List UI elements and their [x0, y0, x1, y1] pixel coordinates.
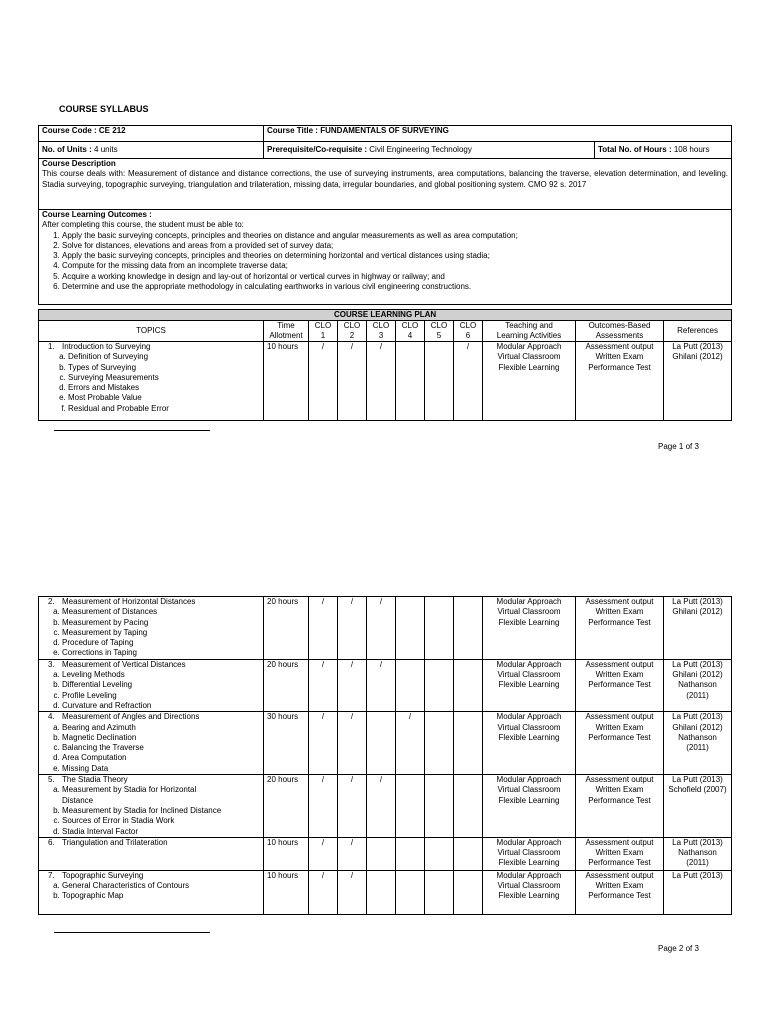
course-info-table [38, 125, 732, 305]
clo-empty [396, 837, 425, 870]
clo-check-mark: / [367, 597, 396, 660]
col-topics: TOPICS [39, 321, 264, 342]
col-clo-3: CLO 3 [367, 321, 396, 342]
topic-cell: 3. Measurement of Vertical Distances a. Leveling Methods b. Differential Leveling c. Profile Leveling d. Curvature and Refraction [39, 659, 264, 711]
oba-cell: Assessment output Written Exam Performance Test [576, 342, 664, 421]
outcome-item: 1. Apply the basic surveying concepts, principles and theories on distance and angular measurements as well as area computation; [62, 231, 728, 241]
subtopic: c. Balancing the Traverse [62, 743, 260, 753]
description-cell [39, 159, 732, 210]
subtopic: c. Surveying Measurements [68, 373, 260, 383]
signature-line [54, 932, 210, 933]
clo-check-mark: / [338, 712, 367, 775]
refs-cell: La Putt (2013) Ghilani (2012) Nathanson (2011) [664, 659, 732, 711]
table-row [39, 712, 732, 775]
col-clo-2: CLO 2 [338, 321, 367, 342]
tla-cell: Modular Approach Virtual Classroom Flexible Learning [483, 712, 576, 775]
clo-empty [367, 712, 396, 775]
topic-cell: 4. Measurement of Angles and Directions a. Bearing and Azimuth b. Magnetic Declination c. Balancing the Traverse d. Area Computation e. Missing Data [39, 712, 264, 775]
clo-empty [396, 775, 425, 838]
time-cell: 10 hours [264, 837, 309, 870]
subtopic: b. Magnetic Declination [62, 733, 260, 743]
course-code-cell: Course Code : CE 212 [39, 126, 264, 142]
clo-check-mark: / [309, 837, 338, 870]
subtopic: c. Profile Leveling [62, 691, 260, 701]
course-title-cell: Course Title : FUNDAMENTALS OF SURVEYING [264, 126, 732, 142]
tla-cell: Modular Approach Virtual Classroom Flexible Learning [483, 837, 576, 870]
topic-cell: 6. Triangulation and Trilateration [39, 837, 264, 870]
subtopic: d. Procedure of Taping [62, 638, 260, 648]
col-refs: References [664, 321, 732, 342]
clo-check-mark: / [454, 342, 483, 421]
topic-cell: 5. The Stadia Theory a. Measurement by Stadia for Horizontal Distance b. Measurement by Stadia for Inclined Distance c. Sources of Error in Stadia Work d. Stadia Interval Factor [39, 775, 264, 838]
clo-check-mark: / [396, 712, 425, 775]
table-row [39, 837, 732, 870]
clo-check-mark: / [309, 775, 338, 838]
outcome-item: 4. Compute for the missing data from an incomplete traverse data; [62, 261, 728, 271]
col-clo-6: CLO 6 [454, 321, 483, 342]
page-number: Page 2 of 3 [658, 944, 699, 953]
clo-empty [367, 837, 396, 870]
subtopic: a. General Characteristics of Contours [62, 881, 260, 891]
clo-check-mark: / [338, 837, 367, 870]
table-row [39, 659, 732, 711]
outcome-item: 3. Apply the basic surveying concepts, principles and theories on determining horizontal and vertical distances using stadia; [62, 251, 728, 261]
subtopic: b. Measurement by Stadia for Inclined Distance [62, 806, 260, 816]
subtopic: d. Errors and Mistakes [68, 383, 260, 393]
subtopic: b. Types of Surveying [68, 363, 260, 373]
clo-check-mark: / [309, 659, 338, 711]
clo-empty [454, 775, 483, 838]
clo-check-mark: / [309, 870, 338, 914]
clo-empty [425, 712, 454, 775]
clo-check-mark: / [367, 775, 396, 838]
subtopic: e. Corrections in Taping [62, 648, 260, 658]
time-cell: 10 hours [264, 342, 309, 421]
subtopic: a. Measurement of Distances [62, 607, 260, 617]
subtopic: b. Topographic Map [62, 891, 260, 901]
clo-check-mark: / [367, 342, 396, 421]
subtopic: d. Curvature and Refraction [62, 701, 260, 711]
clo-empty [396, 597, 425, 660]
subtopic: e. Most Probable Value [68, 393, 260, 403]
units-cell: No. of Units : 4 units [39, 142, 264, 159]
description-text: This course deals with: Measurement of distance and distance corrections, the use of surveying instruments, area computations, balancing the traverse, elevation determination, and leveling. Stadia surveying, topographic surveying, triangulation and trilateration, missing data, irregular boundaries, and global positioning system. CMO 92 s. 2017 [42, 169, 729, 189]
clo-empty [367, 870, 396, 914]
clo-empty [425, 659, 454, 711]
clo-empty [425, 597, 454, 660]
refs-cell: La Putt (2013) Ghilani (2012) Nathanson (2011) [664, 712, 732, 775]
col-tla: Teaching and Learning Activities [483, 321, 576, 342]
clo-empty [425, 342, 454, 421]
refs-cell: La Putt (2013) Ghilani (2012) [664, 342, 732, 421]
clo-empty [454, 712, 483, 775]
clo-check-mark: / [338, 597, 367, 660]
time-cell: 10 hours [264, 870, 309, 914]
learning-plan-table-p1 [38, 309, 732, 421]
clo-check-mark: / [338, 775, 367, 838]
refs-cell: La Putt (2013) Schofield (2007) [664, 775, 732, 838]
tla-cell: Modular Approach Virtual Classroom Flexible Learning [483, 342, 576, 421]
time-cell: 30 hours [264, 712, 309, 775]
clo-empty [396, 659, 425, 711]
clo-empty [454, 597, 483, 660]
table-row [39, 342, 732, 421]
oba-cell: Assessment output Written Exam Performance Test [576, 837, 664, 870]
tla-cell: Modular Approach Virtual Classroom Flexible Learning [483, 597, 576, 660]
signature-line [54, 430, 210, 431]
outcomes-list [42, 231, 728, 293]
oba-cell: Assessment output Written Exam Performance Test [576, 775, 664, 838]
clo-empty [454, 837, 483, 870]
clo-empty [425, 775, 454, 838]
subtopic: f. Residual and Probable Error [68, 404, 260, 414]
clo-empty [454, 870, 483, 914]
clo-empty [425, 870, 454, 914]
clo-check-mark: / [338, 342, 367, 421]
oba-cell: Assessment output Written Exam Performance Test [576, 712, 664, 775]
subtopic: d. Stadia Interval Factor [62, 827, 260, 837]
table-row [39, 597, 732, 660]
subtopic: a. Definition of Surveying [68, 352, 260, 362]
subtopic: c. Measurement by Taping [62, 628, 260, 638]
clo-check-mark: / [309, 342, 338, 421]
table-row [39, 870, 732, 914]
time-cell: 20 hours [264, 775, 309, 838]
col-time: Time Allotment [264, 321, 309, 342]
clo-empty [396, 342, 425, 421]
clo-check-mark: / [309, 712, 338, 775]
refs-cell: La Putt (2013) [664, 870, 732, 914]
outcome-item: 5. Acquire a working knowledge in design and lay-out of horizontal or vertical curves in highway or railway; and [62, 272, 728, 282]
time-cell: 20 hours [264, 659, 309, 711]
col-oba: Outcomes-Based Assessments [576, 321, 664, 342]
clo-check-mark: / [338, 870, 367, 914]
description-heading: Course Description [42, 159, 116, 168]
outcomes-heading: Course Learning Outcomes : [42, 210, 152, 219]
syllabus-title: COURSE SYLLABUS [59, 104, 149, 114]
oba-cell: Assessment output Written Exam Performance Test [576, 870, 664, 914]
refs-cell: La Putt (2013) Nathanson (2011) [664, 837, 732, 870]
subtopic: a. Bearing and Azimuth [62, 723, 260, 733]
outcomes-intro: After completing this course, the student must be able to: [42, 220, 244, 230]
tla-cell: Modular Approach Virtual Classroom Flexible Learning [483, 659, 576, 711]
clo-empty [454, 659, 483, 711]
subtopic: b. Differential Leveling [62, 680, 260, 690]
clo-check-mark: / [338, 659, 367, 711]
outcome-item: 6. Determine and use the appropriate methodology in calculating earthworks in various civil engineering constructions. [62, 282, 728, 292]
outcome-item: 2. Solve for distances, elevations and areas from a provided set of survey data; [62, 241, 728, 251]
oba-cell: Assessment output Written Exam Performance Test [576, 597, 664, 660]
clo-check-mark: / [309, 597, 338, 660]
tla-cell: Modular Approach Virtual Classroom Flexible Learning [483, 775, 576, 838]
outcomes-cell [39, 210, 732, 305]
subtopic: c. Sources of Error in Stadia Work [62, 816, 260, 826]
subtopic: a. Leveling Methods [62, 670, 260, 680]
topic-cell: 7. Topographic Surveying a. General Characteristics of Contours b. Topographic Map [39, 870, 264, 914]
clo-empty [425, 837, 454, 870]
subtopic: b. Measurement by Pacing [62, 618, 260, 628]
subtopic: e. Missing Data [62, 764, 260, 774]
subtopic: d. Area Computation [62, 753, 260, 763]
plan-heading: COURSE LEARNING PLAN [39, 310, 732, 321]
refs-cell: La Putt (2013) Ghilani (2012) [664, 597, 732, 660]
tla-cell: Modular Approach Virtual Classroom Flexible Learning [483, 870, 576, 914]
prereq-cell: Prerequisite/Co-requisite : Civil Engineering Technology [264, 142, 595, 159]
topic-cell: 1. Introduction to Surveying a. Definition of Surveying b. Types of Surveying c. Surveying Measurements d. Errors and Mistakes e. Most Probable Value f. Residual and Probable Error [39, 342, 264, 421]
topic-cell: 2. Measurement of Horizontal Distances a. Measurement of Distances b. Measurement by Pacing c. Measurement by Taping d. Procedure of Taping e. Corrections in Taping [39, 597, 264, 660]
hours-cell: Total No. of Hours : 108 hours [595, 142, 732, 159]
clo-check-mark: / [367, 659, 396, 711]
clo-empty [396, 870, 425, 914]
table-row [39, 775, 732, 838]
col-clo-5: CLO 5 [425, 321, 454, 342]
col-clo-1: CLO 1 [309, 321, 338, 342]
subtopic: a. Measurement by Stadia for Horizontal Distance [62, 785, 260, 806]
page-number: Page 1 of 3 [658, 442, 699, 451]
oba-cell: Assessment output Written Exam Performance Test [576, 659, 664, 711]
learning-plan-table-p2 [38, 596, 732, 915]
time-cell: 20 hours [264, 597, 309, 660]
col-clo-4: CLO 4 [396, 321, 425, 342]
